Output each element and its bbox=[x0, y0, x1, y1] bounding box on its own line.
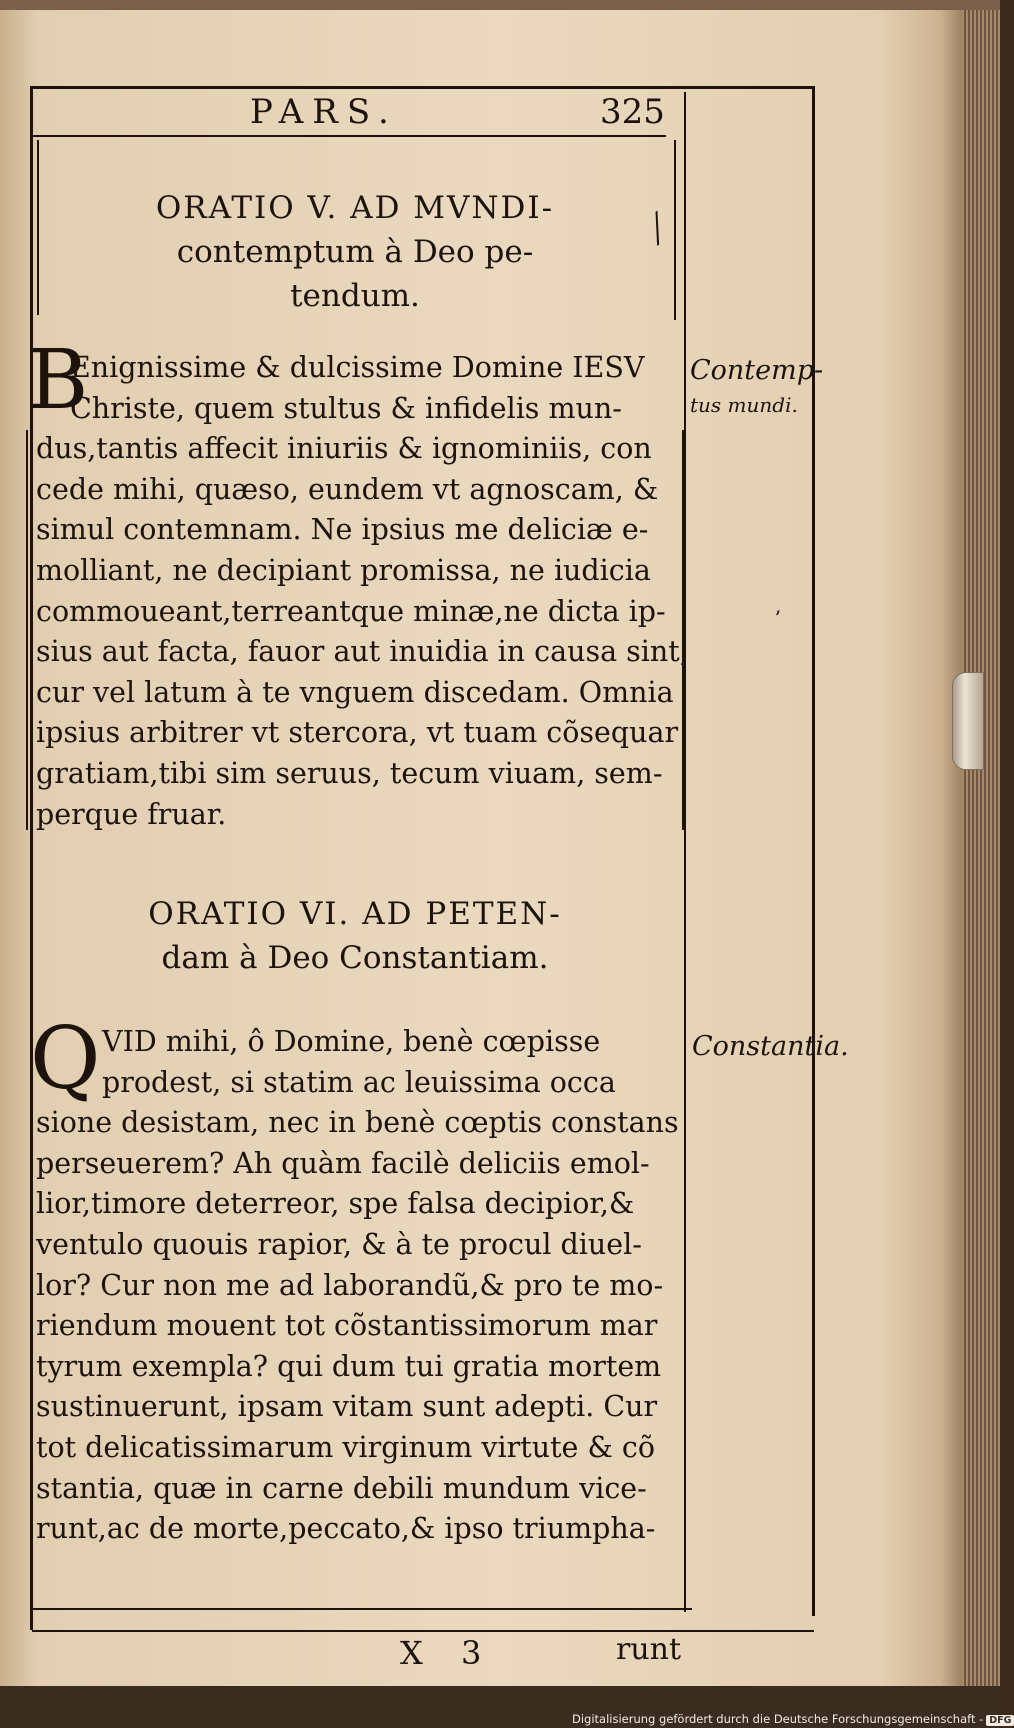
running-head: PARS. bbox=[250, 92, 398, 132]
stray-mark: ╱ bbox=[643, 212, 673, 246]
title-box-rule-left bbox=[37, 140, 39, 315]
frame-rule-bottom bbox=[32, 1630, 814, 1632]
text-line: stantia, quæ in carne debili mundum vice- bbox=[36, 1471, 647, 1505]
marginal-note-line: tus mundi. bbox=[690, 393, 798, 417]
drop-initial-q: Q bbox=[30, 1009, 101, 1109]
text-line: ventulo quouis rapior, & à te procul diuel- bbox=[36, 1227, 642, 1261]
text-line: VID mihi, ô Domine, benè cœpisse bbox=[102, 1025, 601, 1058]
oratio-5-heading bbox=[40, 186, 670, 318]
book-page-edges bbox=[962, 10, 1000, 1686]
text-line: lior,timore deterreor, spe falsa decipior,& bbox=[36, 1187, 635, 1221]
catchword: runt bbox=[616, 1632, 682, 1667]
text-line: gratiam,tibi sim seruus, tecum viuam, sem- bbox=[36, 756, 663, 790]
text-line: tyrum exempla? qui dum tui gratia mortem bbox=[36, 1349, 662, 1383]
marginal-note-line: Contemp- bbox=[690, 355, 824, 386]
text-line: sione desistam, nec in benè cœptis constans bbox=[36, 1106, 679, 1140]
oratio-6-text bbox=[36, 1022, 688, 1550]
marginal-note-constantia bbox=[692, 1030, 849, 1064]
text-line: ipsius arbitrer vt stercora, vt tuam cõsequar bbox=[36, 716, 679, 750]
digitization-credit bbox=[572, 1712, 1014, 1726]
text-line: sius aut facta, fauor aut inuidia in causa sint, bbox=[36, 635, 689, 669]
text-line: runt,ac de morte,peccato,& ipso triumpha- bbox=[36, 1512, 656, 1546]
text-line: tot delicatissimarum virginum virtute & cõ bbox=[36, 1430, 655, 1464]
oratio-6-heading-line: dam à Deo Constantiam. bbox=[161, 940, 549, 976]
text-line: perseuerem? Ah quàm facilè deliciis emol- bbox=[36, 1146, 650, 1180]
frame-rule-left bbox=[30, 86, 33, 1630]
book-clasp bbox=[952, 672, 984, 770]
oratio-5-heading-caps: ORATIO V. AD MVNDI- bbox=[155, 190, 555, 226]
marginal-note-line: Constantia. bbox=[692, 1031, 849, 1062]
digitization-credit-text: Digitalisierung gefördert durch die Deutsche Forschungsgemeinschaft - bbox=[572, 1712, 984, 1726]
frame-rule-right bbox=[812, 86, 815, 1616]
dfg-logo: DFG bbox=[986, 1715, 1014, 1726]
oratio-5-text bbox=[36, 348, 688, 835]
oratio-5-heading-line: contemptum à Deo pe- bbox=[176, 234, 534, 270]
text-line: dus,tantis affecit iniuriis & ignominiis, con bbox=[36, 432, 652, 466]
marginal-note-contemptus bbox=[690, 354, 823, 422]
oratio-5-heading-line: tendum. bbox=[290, 278, 420, 314]
text-line: commoueant,terreantque minæ,ne dicta ip- bbox=[36, 594, 666, 628]
footer-rule bbox=[32, 1608, 692, 1610]
page-number: 325 bbox=[600, 92, 665, 132]
text-line: lor? Cur non me ad laborandũ,& pro te mo- bbox=[36, 1268, 664, 1302]
oratio-6-heading-caps: ORATIO VI. AD PETEN- bbox=[148, 896, 562, 932]
text-line: cede mihi, quæso, eundem vt agnoscam, & bbox=[36, 472, 659, 506]
drop-initial-b: B bbox=[28, 333, 89, 428]
title-box-rule-right bbox=[674, 140, 676, 320]
top-book-edge bbox=[0, 0, 1000, 10]
text-line: prodest, si statim ac leuissima occa bbox=[102, 1065, 616, 1099]
text-line: sustinuerunt, ipsam vitam sunt adepti. Cur bbox=[36, 1390, 658, 1424]
text-line: molliant, ne decipiant promissa, ne iudicia bbox=[36, 553, 651, 587]
oratio-6-heading bbox=[40, 892, 670, 980]
signature-mark: X 3 bbox=[400, 1634, 496, 1672]
text-line: simul contemnam. Ne ipsius me deliciæ e- bbox=[36, 513, 649, 547]
stray-mark: ʼ bbox=[774, 606, 781, 630]
header-rule bbox=[32, 135, 666, 137]
text-line: perque fruar. bbox=[36, 797, 227, 831]
frame-rule-top bbox=[32, 86, 812, 89]
text-line: riendum mouent tot cõstantissimorum mar bbox=[36, 1309, 658, 1343]
text-line: Christe, quem stultus & infidelis mun- bbox=[70, 391, 622, 425]
text-line: cur vel latum à te vnguem discedam. Omnia bbox=[36, 675, 674, 709]
text-line: Enignissime & dulcissime Domine IESV bbox=[70, 351, 645, 384]
text-box-rule-left bbox=[26, 430, 28, 830]
